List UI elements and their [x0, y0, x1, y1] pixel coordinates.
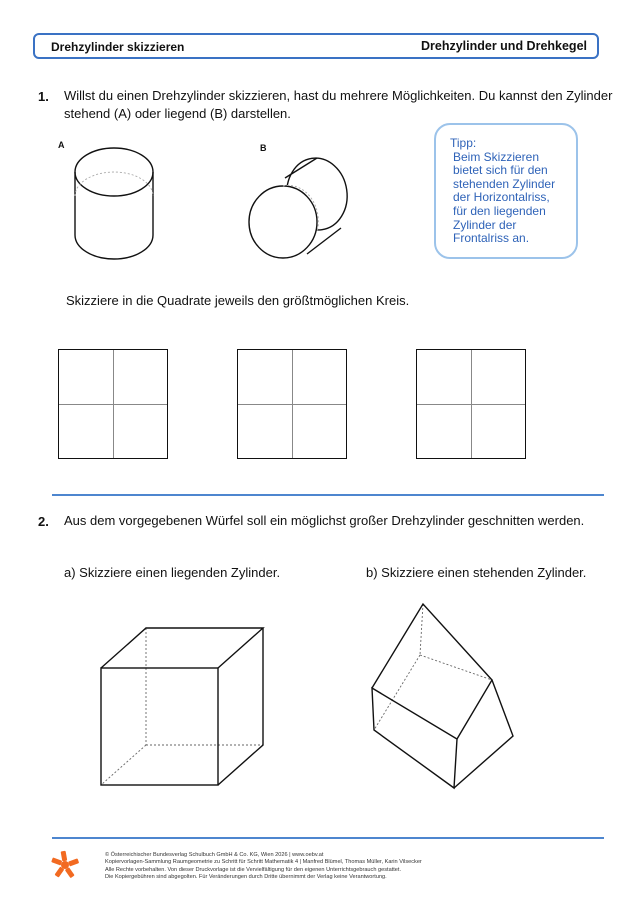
task1-number: 1. [38, 89, 49, 104]
tip-line: bietet sich für den [453, 163, 548, 178]
oebv-logo-icon [52, 851, 80, 879]
tip-line: Zylinder der [453, 217, 517, 232]
drawing-square-2[interactable] [237, 349, 347, 459]
square-horizontal-axis [417, 404, 525, 405]
footer-copyright [105, 852, 565, 882]
tip-line: Beim Skizzieren [453, 149, 540, 164]
cube-a-figure[interactable] [95, 625, 275, 795]
task2-number: 2. [38, 514, 49, 529]
cube-b-figure[interactable] [368, 600, 518, 790]
task1-intro-line1: Willst du einen Drehzylinder skizzieren, hast du mehrere Möglichkeiten. Du kannst den Zylinder [64, 88, 613, 103]
task1-intro [64, 87, 624, 123]
drawing-square-3[interactable] [416, 349, 526, 459]
square-horizontal-axis [238, 404, 346, 405]
tip-line: Frontalriss an. [453, 231, 530, 246]
task2-part-b: b) Skizziere einen stehenden Zylinder. [366, 565, 587, 580]
label-b: B [260, 143, 267, 153]
task2-intro: Aus dem vorgegebenen Würfel soll ein möglichst großer Drehzylinder geschnitten werden. [64, 513, 585, 528]
footer-line: Alle Rechte vorbehalten. Von dieser Druckvorlage ist die Vervielfältigung für den eigenen Unterrichtsgebrauch gestattet. [105, 866, 402, 873]
task1-intro-line2: stehend (A) oder liegend (B) darstellen. [64, 106, 291, 121]
drawing-square-1[interactable] [58, 349, 168, 459]
footer-line: Kopiervorlagen-Sammlung Raumgeometrie zu Schritt für Schritt Mathematik 4 | Manfred Blümel, Thomas Müller, Karin Vilsecker [105, 859, 422, 866]
task1-instruction: Skizziere in die Quadrate jeweils den größtmöglichen Kreis. [66, 293, 410, 308]
square-horizontal-axis [59, 404, 167, 405]
footer-divider [52, 837, 604, 839]
lying-cylinder-figure [245, 150, 365, 270]
standing-cylinder-figure [70, 142, 170, 272]
tip-line: der Horizontalriss, [453, 190, 550, 205]
tip-title: Tipp: [450, 136, 477, 150]
footer-line: Die Kopiergebühren sind abgegolten. Für Veränderungen durch Dritte übernimmt der Verlag keine Verantwortung. [105, 874, 387, 881]
tip-line: für den liegenden [453, 203, 546, 218]
task2-part-a: a) Skizziere einen liegenden Zylinder. [64, 565, 281, 580]
tip-box [434, 123, 578, 259]
header-box [33, 33, 599, 59]
tip-line: stehenden Zylinder [453, 176, 556, 191]
tip-body [450, 151, 568, 246]
worksheet-title: Drehzylinder skizzieren [51, 40, 185, 54]
label-a: A [58, 140, 65, 150]
section-divider [52, 494, 604, 496]
chapter-title: Drehzylinder und Drehkegel [420, 39, 587, 53]
footer-line: © Österreichischer Bundesverlag Schulbuch GmbH & Co. KG, Wien 2026 | www.oebv.at [105, 852, 324, 858]
